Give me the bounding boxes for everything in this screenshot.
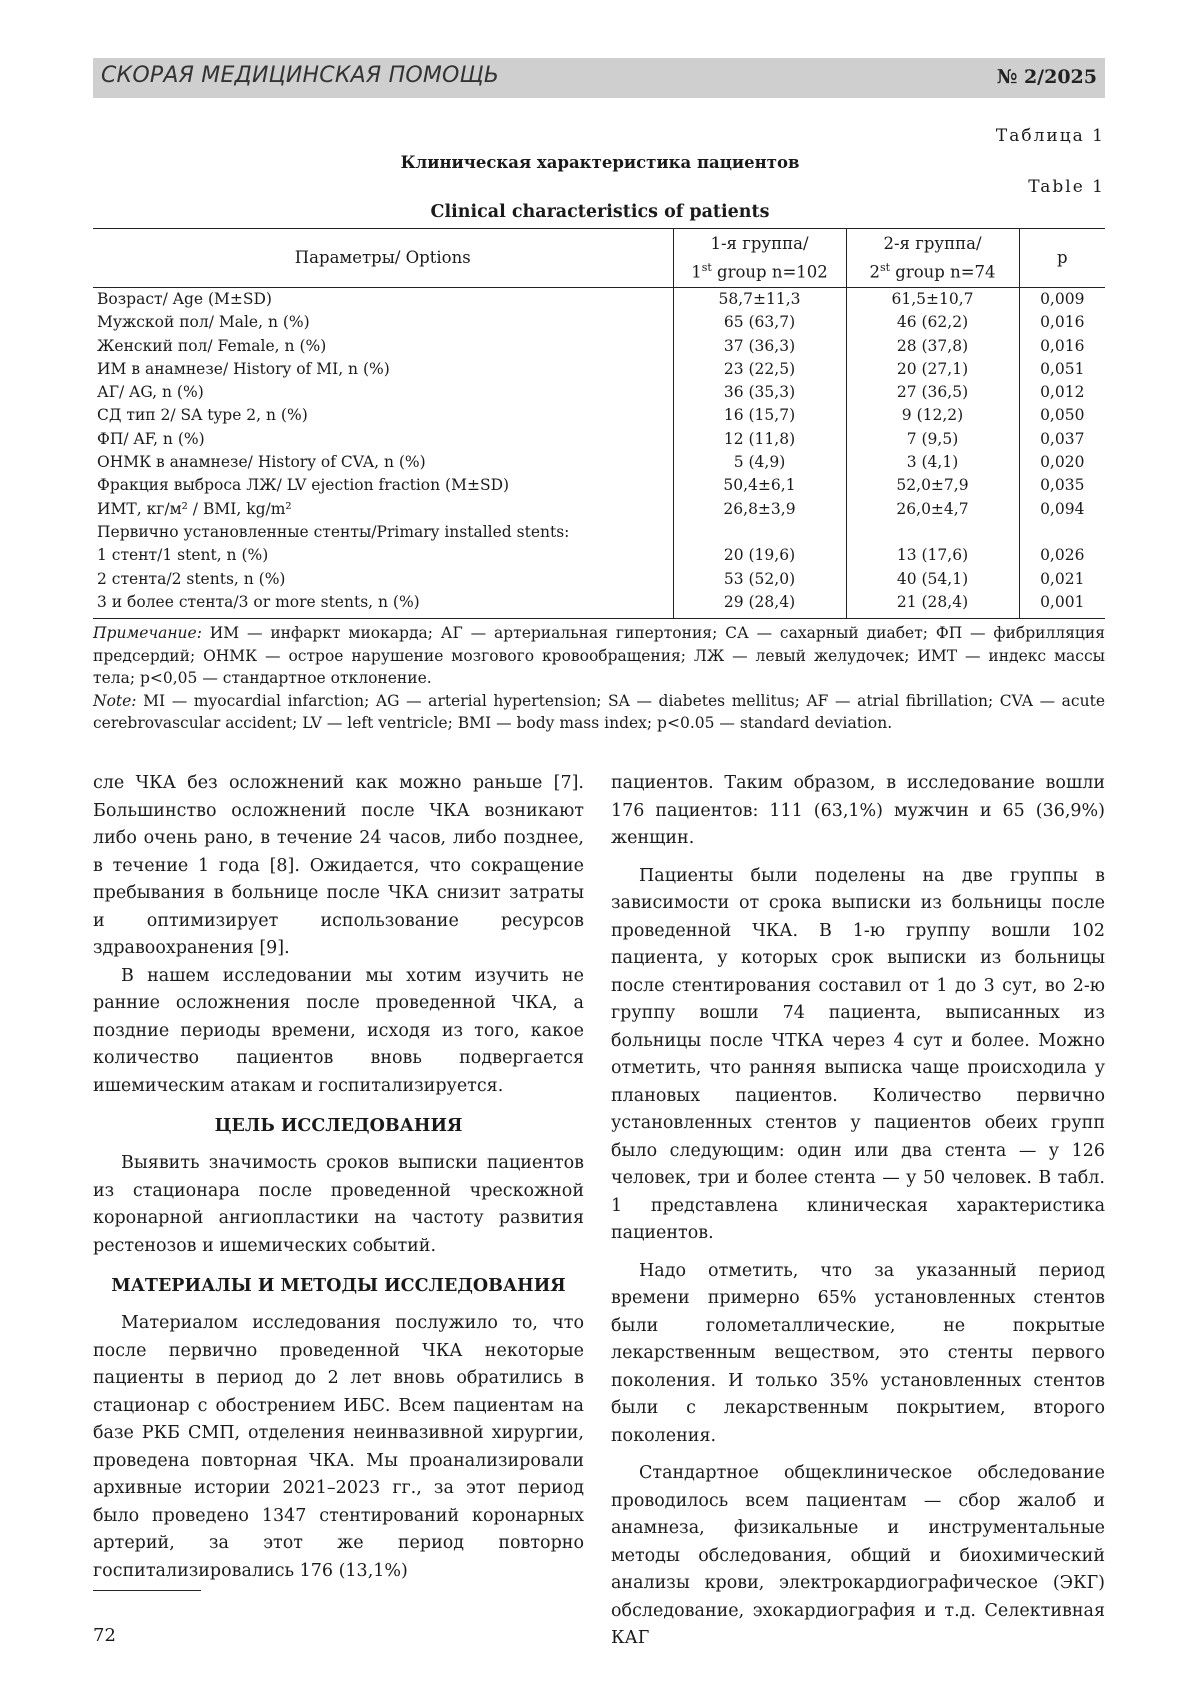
journal-title: СКОРАЯ МЕДИЦИНСКАЯ ПОМОЩЬ xyxy=(101,63,500,88)
table-row xyxy=(93,311,1105,334)
table-note-ru xyxy=(93,622,1105,690)
right-text-column xyxy=(611,770,1105,1653)
section-heading-methods: МАТЕРИАЛЫ И МЕТОДЫ ИССЛЕДОВАНИЯ xyxy=(111,1276,566,1296)
table-note xyxy=(93,622,1105,735)
note-en-text: MI — myocardial infarction; AG — arterial hypertension; SA — diabetes mellitus; AF — atrial fibrillation; CVA — acute cerebrovascular accident; LV — left ventricle; BMI — body mass index; p<0.05 — standard deviation. xyxy=(93,691,1105,732)
table-row xyxy=(93,451,1105,474)
header-parameters: Параметры/ Options xyxy=(93,229,673,288)
header-group-1-sup: st xyxy=(701,260,712,274)
group-2-cell: 46 (62,2) xyxy=(846,311,1019,334)
note-en-label: Note: xyxy=(93,691,137,710)
group-2-cell: 21 (28,4) xyxy=(846,591,1019,619)
header-p-value: p xyxy=(1019,229,1105,288)
issue-number: № 2/2025 xyxy=(996,66,1097,88)
group-1-cell: 20 (19,6) xyxy=(673,544,846,567)
param-cell: Женский пол/ Female, n (%) xyxy=(97,336,327,355)
group-1-cell: 65 (63,7) xyxy=(673,311,846,334)
header-group-2-line2: group n=74 xyxy=(890,262,996,282)
param-cell: Возраст/ Age (M±SD) xyxy=(97,290,272,308)
p-value-cell: 0,016 xyxy=(1019,311,1105,334)
clinical-characteristics-table xyxy=(93,228,1105,619)
table-title-en: Clinical characteristics of patients xyxy=(430,202,770,222)
note-ru-text: ИМ — инфаркт миокарда; АГ — артериальная гипертония; СА — сахарный диабет; ФП — фибрилляция предсердий; ОНМК — острое нарушение мозгового кровообращения; ЛЖ — левый желудочек; ИМТ — индекс массы тела; p<0,05 — стандартное отклонение. xyxy=(93,624,1105,687)
group-2-cell: 52,0±7,9 xyxy=(846,474,1019,497)
p-value-cell: 0,051 xyxy=(1019,358,1105,381)
group-1-cell: 37 (36,3) xyxy=(673,335,846,358)
group-2-cell: 61,5±10,7 xyxy=(846,288,1019,312)
p-value-cell: 0,094 xyxy=(1019,498,1105,521)
table-row xyxy=(93,568,1105,591)
table-row xyxy=(93,498,1105,521)
p-value-cell: 0,020 xyxy=(1019,451,1105,474)
footnote-rule xyxy=(93,1590,201,1591)
right-paragraph-4: Стандартное общеклиническое обследование проводилось всем пациентам — сбор жалоб и анамнеза, физикальные и инструментальные методы обследования, общий и биохимический анализы крови, электрокардиографическое (ЭКГ) обследование, эхокардиография и т.д. Селективная КАГ xyxy=(611,1463,1105,1648)
group-1-cell: 36 (35,3) xyxy=(673,381,846,404)
header-group-2-sup: st xyxy=(879,260,891,274)
p-value-cell: 0,001 xyxy=(1019,591,1105,619)
param-cell: ФП/ AF, n (%) xyxy=(97,429,205,448)
table-row xyxy=(93,335,1105,358)
group-1-cell: 50,4±6,1 xyxy=(673,474,846,497)
param-cell: ИМ в анамнезе/ History of MI, n (%) xyxy=(97,359,390,378)
p-value-cell: 0,009 xyxy=(1019,288,1105,312)
table-row xyxy=(93,381,1105,404)
left-paragraph-2: В нашем исследовании мы хотим изучить не ранние осложнения после проведенной ЧКА, а поздние периоды времени, исходя из того, какое количество пациентов вновь подвергается ишемическим атакам и госпитализируется. xyxy=(93,965,584,1096)
table-header-row xyxy=(93,229,1105,288)
table-row xyxy=(93,358,1105,381)
group-2-cell: 28 (37,8) xyxy=(846,335,1019,358)
param-cell: СД тип 2/ SA type 2, n (%) xyxy=(97,406,308,425)
group-1-cell: 58,7±11,3 xyxy=(673,288,846,312)
param-cell: 2 стента/2 stents, n (%) xyxy=(97,569,286,588)
param-cell: 1 стент/1 stent, n (%) xyxy=(97,546,269,565)
left-text-column xyxy=(93,770,584,1585)
table-label-en: Table 1 xyxy=(1028,177,1105,197)
left-paragraph-3: Выявить значимость сроков выписки пациентов из стационара после проведенной чрескожной коронарной ангиопластики на частоту развития рестенозов и ишемических событий. xyxy=(93,1153,584,1256)
p-value-cell: 0,021 xyxy=(1019,568,1105,591)
param-cell: Мужской пол/ Male, n (%) xyxy=(97,313,310,332)
group-1-cell: 23 (22,5) xyxy=(673,358,846,381)
header-group-2-line1: 2-я группа/ xyxy=(883,233,982,253)
param-cell: ИМТ, кг/м² / BMI, kg/m² xyxy=(97,499,292,518)
p-value-cell: 0,026 xyxy=(1019,544,1105,567)
note-ru-label: Примечание: xyxy=(93,624,202,642)
group-1-cell: 12 (11,8) xyxy=(673,428,846,451)
left-paragraph-4: Материалом исследования послужило то, что после первично проведенной ЧКА некоторые пациенты в период до 2 лет вновь обратились в стационар с обострением ИБС. Всем пациентам на базе РКБ СМП, отделения неинвазивной хирургии, проведена повторная ЧКА. Мы проанализировали архивные истории 2021–2023 гг., за этот период было проведено 1347 стентирований коронарных артерий, за этот же период повторно госпитализировались 176 (13,1%) xyxy=(93,1313,584,1581)
group-2-cell: 3 (4,1) xyxy=(846,451,1019,474)
param-cell: Фракция выброса ЛЖ/ LV ejection fraction (M±SD) xyxy=(97,476,510,495)
group-2-cell xyxy=(846,521,1019,544)
section-heading-aim: ЦЕЛЬ ИССЛЕДОВАНИЯ xyxy=(214,1116,463,1136)
group-2-cell: 27 (36,5) xyxy=(846,381,1019,404)
table-row xyxy=(93,521,1105,544)
group-2-cell: 9 (12,2) xyxy=(846,404,1019,427)
table-row xyxy=(93,591,1105,619)
right-paragraph-1: пациентов. Таким образом, в исследование вошли 176 пациентов: 111 (63,1%) мужчин и 65 (36,9%) женщин. xyxy=(611,773,1105,848)
table-label-ru: Таблица 1 xyxy=(995,126,1105,146)
group-1-cell: 5 (4,9) xyxy=(673,451,846,474)
group-1-cell: 26,8±3,9 xyxy=(673,498,846,521)
p-value-cell: 0,016 xyxy=(1019,335,1105,358)
p-value-cell xyxy=(1019,521,1105,544)
group-1-cell: 53 (52,0) xyxy=(673,568,846,591)
right-paragraph-2: Пациенты были поделены на две группы в зависимости от срока выписки из больницы после проведенной ЧКА. В 1-ю группу вошли 102 пациента, у которых срок выписки из больницы после стентирования составил от 1 до 3 сут, во 2-ю группу вошли 74 пациента, выписанных из больницы после ЧТКА через 4 сут и более. Можно отметить, что ранняя выписка чаще происходила у плановых пациентов. Количество первично установленных стентов у пациентов обеих групп было следующим: один или два стента — у 126 человек, три и более стента — у 50 человек. В табл. 1 представлена клиническая характеристика пациентов. xyxy=(611,865,1105,1243)
p-value-cell: 0,050 xyxy=(1019,404,1105,427)
header-group-2: 2-я группа/ 2st group n=74 xyxy=(846,229,1019,288)
p-value-cell: 0,012 xyxy=(1019,381,1105,404)
table-title-ru: Клиническая характеристика пациентов xyxy=(400,153,800,172)
group-1-cell: 16 (15,7) xyxy=(673,404,846,427)
header-group-1: 1-я группа/ 1st group n=102 xyxy=(673,229,846,288)
group-2-cell: 26,0±4,7 xyxy=(846,498,1019,521)
table-row xyxy=(93,404,1105,427)
p-value-cell: 0,035 xyxy=(1019,474,1105,497)
param-cell: Первично установленные стенты/Primary installed stents: xyxy=(97,522,570,541)
group-2-cell: 7 (9,5) xyxy=(846,428,1019,451)
table-row xyxy=(93,474,1105,497)
table-note-en xyxy=(93,690,1105,735)
header-group-1-line2: group n=102 xyxy=(711,262,828,282)
page-number: 72 xyxy=(93,1625,116,1646)
group-1-cell xyxy=(673,521,846,544)
header-group-1-line1: 1-я группа/ xyxy=(710,233,809,253)
journal-header xyxy=(93,58,1105,98)
group-2-cell: 40 (54,1) xyxy=(846,568,1019,591)
p-value-cell: 0,037 xyxy=(1019,428,1105,451)
right-paragraph-3: Надо отметить, что за указанный период времени примерно 65% установленных стентов были голометаллические, не покрытые лекарственным веществом, это стенты первого поколения. И только 35% установленных стентов были с лекарственным покрытием, второго поколения. xyxy=(611,1260,1105,1446)
left-paragraph-1: сле ЧКА без осложнений как можно раньше [7]. Большинство осложнений после ЧКА возникают либо очень рано, в течение 24 часов, либо позднее, в течение 1 года [8]. Ожидается, что сокращение пребывания в больнице после ЧКА снизит затраты и оптимизирует использование ресурсов здравоохранения [9]. xyxy=(93,773,584,958)
table-row xyxy=(93,544,1105,567)
param-cell: АГ/ AG, n (%) xyxy=(97,383,204,402)
param-cell: ОНМК в анамнезе/ History of CVA, n (%) xyxy=(97,453,426,472)
group-2-cell: 13 (17,6) xyxy=(846,544,1019,567)
group-1-cell: 29 (28,4) xyxy=(673,591,846,619)
table-row xyxy=(93,288,1105,312)
param-cell: 3 и более стента/3 or more stents, n (%) xyxy=(93,591,673,619)
table-row xyxy=(93,428,1105,451)
group-2-cell: 20 (27,1) xyxy=(846,358,1019,381)
